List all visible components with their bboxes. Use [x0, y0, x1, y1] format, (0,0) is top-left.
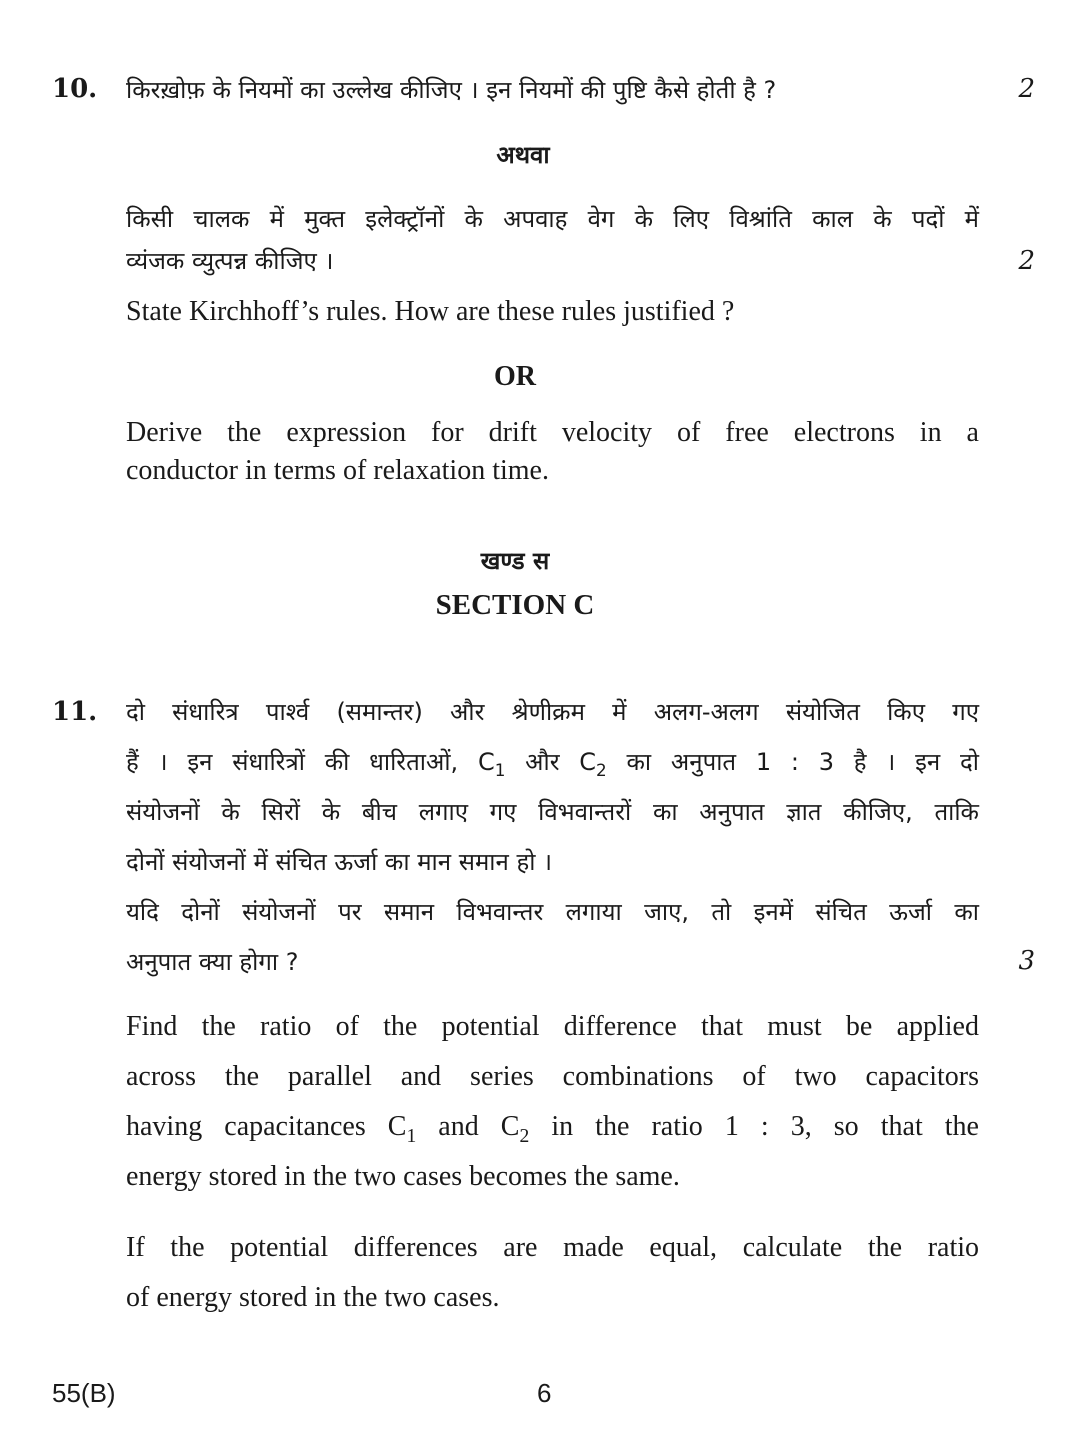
footer-paper-code: 55(B) — [52, 1378, 116, 1408]
q11-hindi-subscript-2: 2 — [596, 759, 607, 780]
q11-en-p2-line2: of energy stored in the two cases. — [126, 1282, 500, 1313]
q11-hindi-line3: संयोजनों के सिरों के बीच लगाए गए विभवान्तरों का अनुपात ज्ञात कीजिए, ताकि — [126, 798, 979, 826]
q10-english-alt-line1: Derive the expression for drift velocity of free electrons in a — [126, 417, 979, 448]
q11-en-p1-line2: across the parallel and series combinations of two capacitors — [126, 1061, 979, 1092]
q11-en-subscript-2: 2 — [519, 1125, 530, 1147]
q10-english-or: OR — [494, 361, 536, 392]
footer-page-number: 6 — [537, 1378, 552, 1408]
q11-hindi-subscript-1: 1 — [494, 759, 506, 780]
q11-en-subscript-1: 1 — [406, 1125, 417, 1147]
q11-hindi-line2 — [126, 737, 979, 789]
q11-en-line3-part-b: and C — [416, 1111, 520, 1142]
q11-marks: 3 — [1018, 946, 1035, 976]
q11-en-p1-line1: Find the ratio of the potential difference that must be applied — [126, 1011, 979, 1042]
q11-en-line3-part-a: having capacitances C — [126, 1111, 407, 1142]
q11-en-p1-line4: energy stored in the two cases becomes the same. — [126, 1161, 680, 1192]
q10-hindi-or: अथवा — [496, 141, 550, 169]
q10-hindi-question: किरख़ोफ़ के नियमों का उल्लेख कीजिए । इन नियमों की पुष्टि कैसे होती है ? — [126, 76, 777, 104]
q10-marks-1: 2 — [1018, 74, 1035, 104]
q10-english-question: State Kirchhoff’s rules. How are these rules justified ? — [126, 296, 735, 327]
q11-hindi-line5: यदि दोनों संयोजनों पर समान विभवान्तर लगाया जाए, तो इनमें संचित ऊर्जा का — [126, 898, 979, 926]
q11-hindi-line2-part-a: हैं । इन संधारित्रों की धारिताओं, C — [126, 748, 495, 776]
q11-hindi-line2-part-b: और C — [505, 748, 597, 776]
q11-hindi-line1: दो संधारित्र पार्श्व (समान्तर) और श्रेणीक्रम में अलग-अलग संयोजित किए गए — [126, 698, 979, 726]
q11-hindi-line6: अनुपात क्या होगा ? — [126, 948, 299, 976]
q10-hindi-alt-line2: व्यंजक व्युत्पन्न कीजिए । — [126, 247, 334, 275]
q10-marks-2: 2 — [1018, 246, 1035, 276]
section-english-title: SECTION C — [435, 589, 595, 621]
q11-hindi-line2-part-c: का अनुपात 1 : 3 है । इन दो — [606, 748, 979, 776]
q11-en-p1-line3 — [126, 1111, 979, 1147]
question-11-number: 11. — [52, 697, 98, 727]
q10-hindi-alt-line1: किसी चालक में मुक्त इलेक्ट्रॉनों के अपवाह वेग के लिए विश्रांति काल के पदों में — [126, 205, 979, 233]
question-10-number: 10. — [52, 74, 98, 104]
q11-en-line3-part-c: in the ratio 1 : 3, so that the — [529, 1111, 979, 1142]
section-hindi-title: खण्ड स — [480, 547, 550, 575]
q10-english-alt-line2: conductor in terms of relaxation time. — [126, 455, 549, 486]
q11-en-p2-line1: If the potential differences are made equal, calculate the ratio — [126, 1232, 979, 1263]
q11-hindi-line4: दोनों संयोजनों में संचित ऊर्जा का मान समान हो । — [126, 848, 553, 876]
